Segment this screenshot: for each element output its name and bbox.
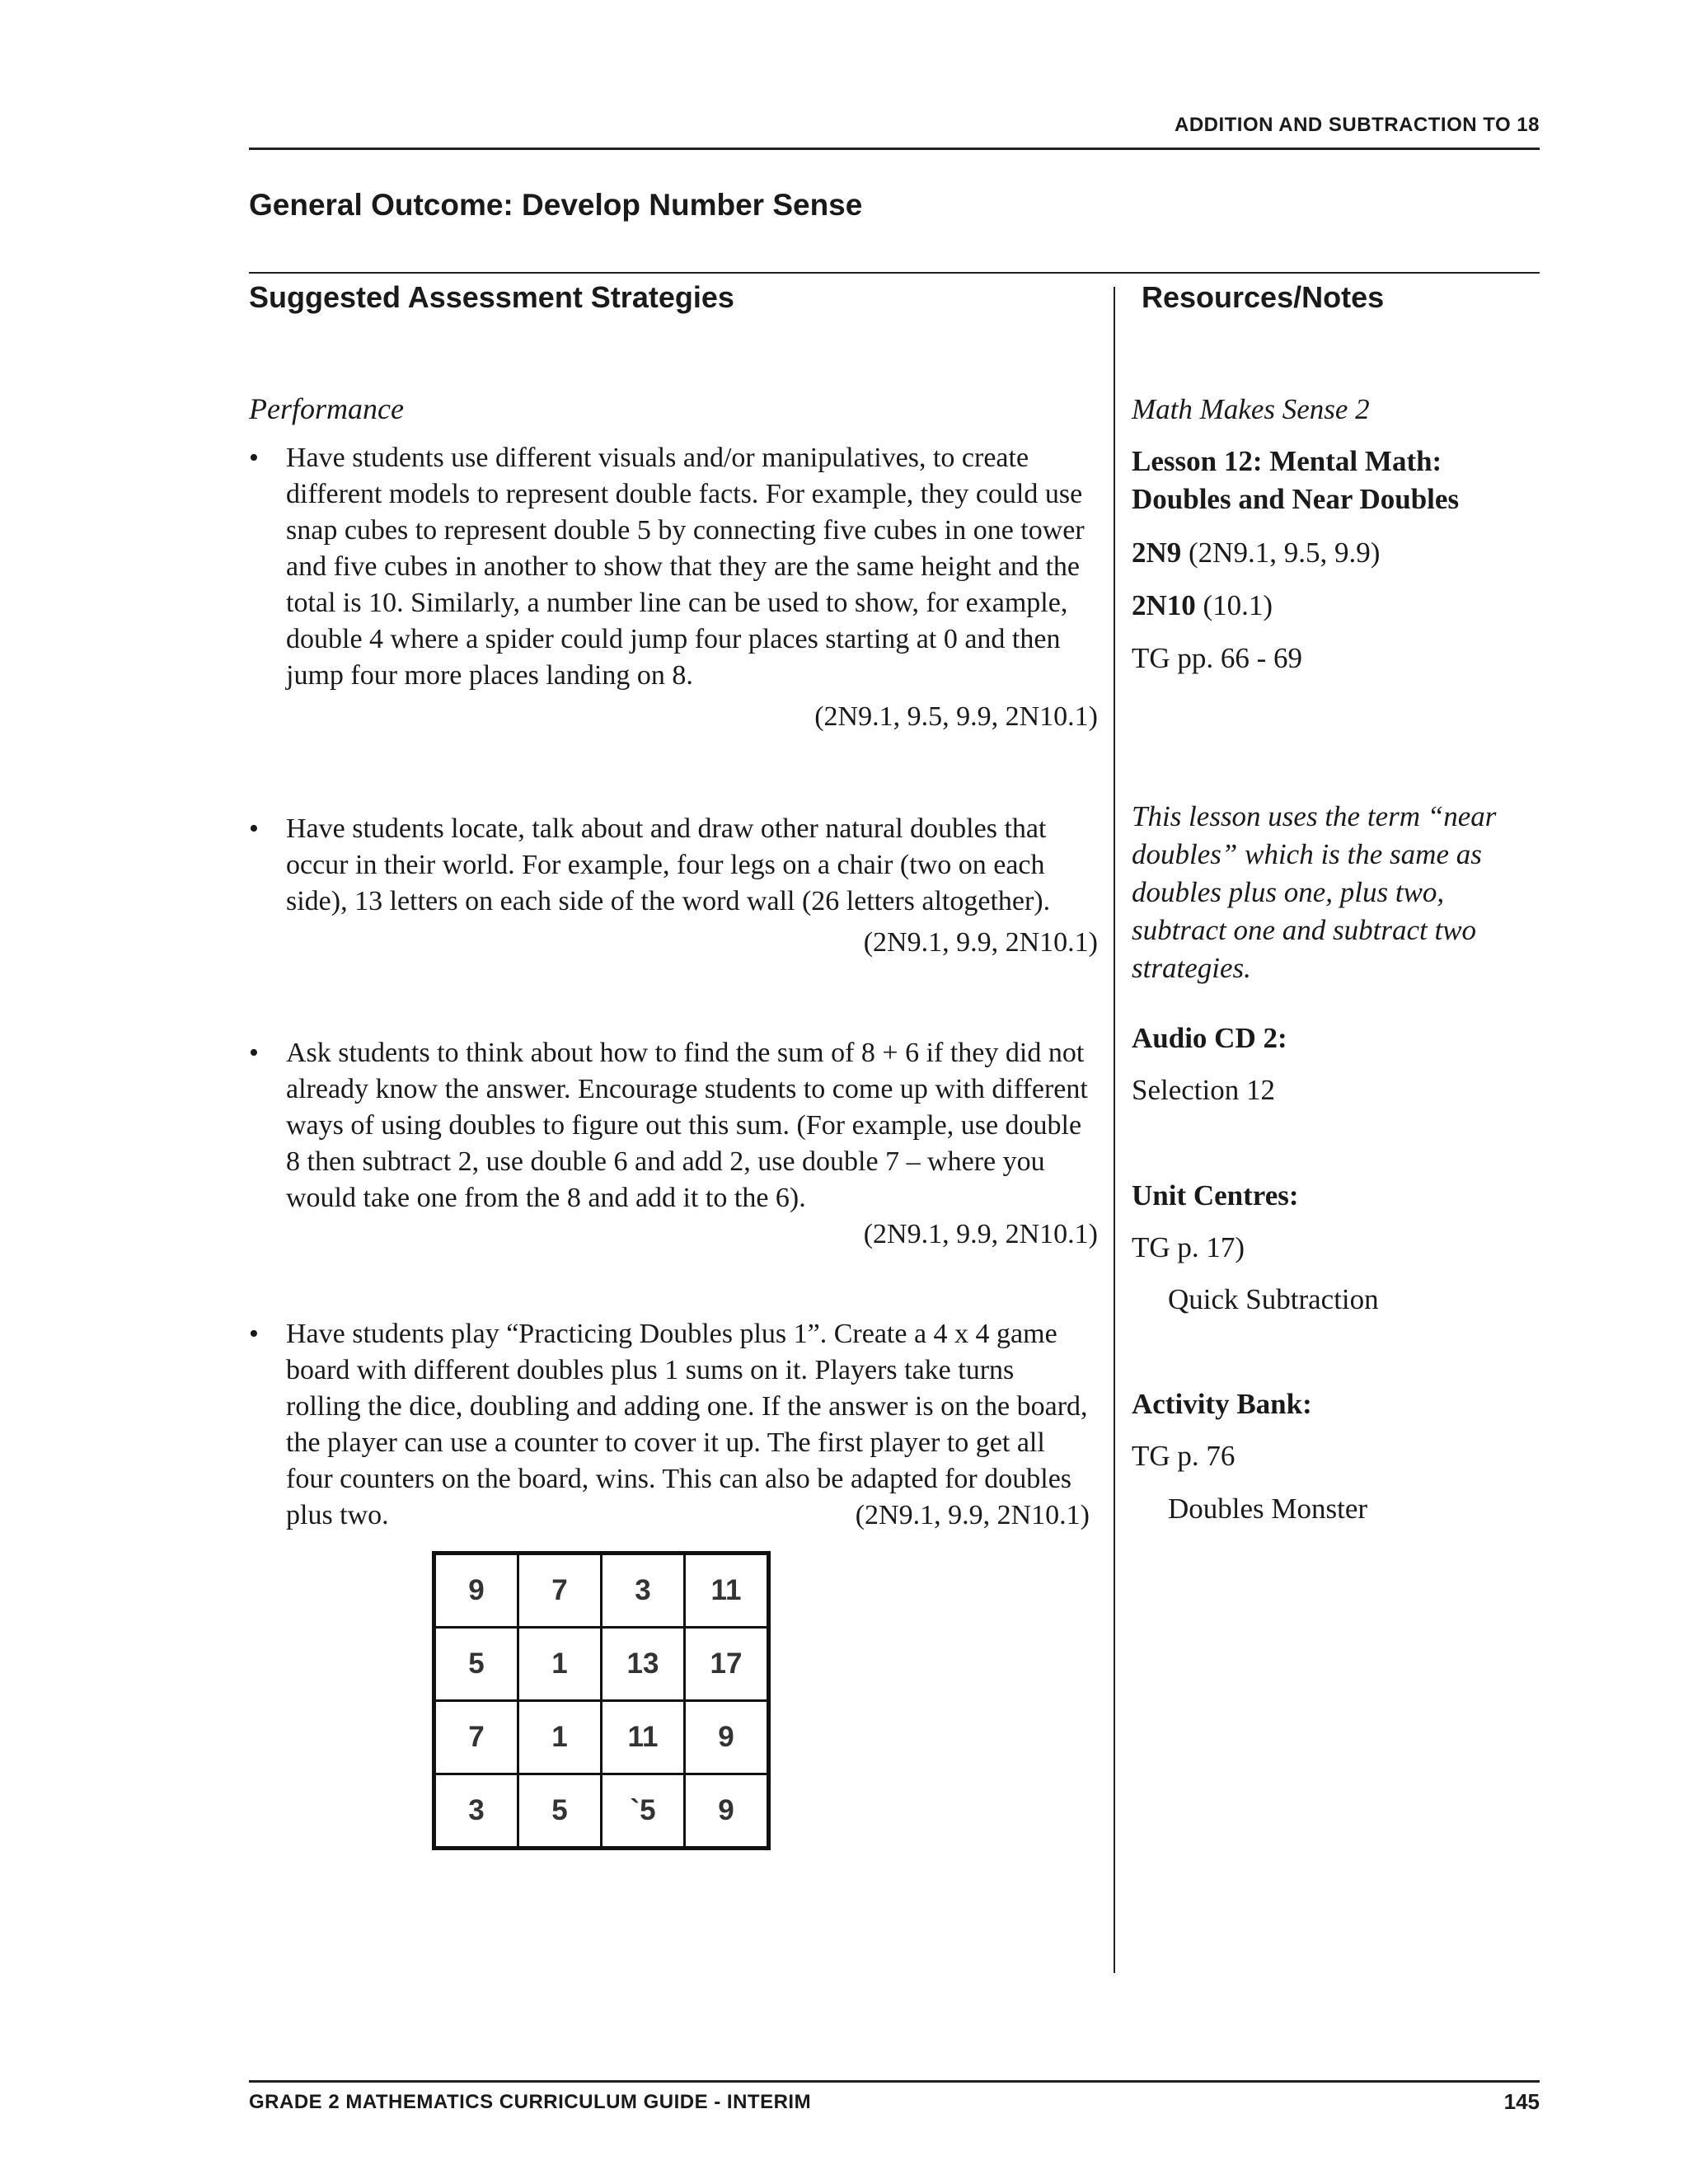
outcome-detail: (2N9.1, 9.5, 9.9) <box>1189 537 1381 569</box>
footer-rule <box>249 2080 1540 2083</box>
board-cell: 17 <box>685 1628 769 1701</box>
bullet-icon: • <box>249 1319 259 1349</box>
outcome-reference: (2N9.1, 9.9, 2N10.1) <box>863 927 1098 958</box>
board-cell: 5 <box>518 1774 602 1849</box>
column-divider <box>1114 287 1115 1973</box>
board-cell: `5 <box>602 1774 685 1849</box>
bullet-icon: • <box>249 443 259 473</box>
game-board <box>432 1551 771 1850</box>
bullet-item-2 <box>249 811 1098 961</box>
audio-heading-text: Audio CD 2: <box>1132 1022 1287 1054</box>
board-row <box>434 1774 769 1849</box>
outcome-2n9 <box>1132 534 1544 572</box>
lesson-title-text: Lesson 12: Mental Math: Doubles and Near Doubles <box>1132 445 1460 515</box>
outcome-reference: (2N9.1, 9.9, 2N10.1) <box>855 1500 1090 1530</box>
bullet-item-1 <box>249 440 1098 735</box>
unit-centres-item: Quick Subtraction <box>1168 1283 1379 1315</box>
board-cell: 5 <box>434 1628 518 1701</box>
bullet-icon: • <box>249 1038 259 1068</box>
board-cell: 7 <box>434 1701 518 1774</box>
book-title: Math Makes Sense 2 <box>1132 393 1370 425</box>
outcome-reference: (2N9.1, 9.5, 9.9, 2N10.1) <box>814 701 1098 732</box>
tg-pages: TG pp. 66 - 69 <box>1132 642 1303 674</box>
section-rule <box>249 272 1540 274</box>
audio-heading <box>1132 1019 1544 1057</box>
activity-bank-item: Doubles Monster <box>1168 1493 1368 1525</box>
bullet-text: Ask students to think about how to find the sum of 8 + 6 if they did not already know the answer. Encourage students to come up with different ways of using doubles to figure out this sum. (For example, use double 8 then subtract 2, use double 6 and add 2, use double 7 – where you would take one from the 8 and add it to the 6). <box>286 1038 1088 1213</box>
activity-bank-page: TG p. 76 <box>1132 1440 1236 1472</box>
footer-title: GRADE 2 MATHEMATICS CURRICULUM GUIDE - INTERIM <box>249 2091 812 2113</box>
resources-heading: Resources/Notes <box>1142 280 1385 314</box>
page-number: 145 <box>1503 2089 1540 2114</box>
board-cell: 9 <box>685 1774 769 1849</box>
audio-selection: Selection 12 <box>1132 1074 1275 1106</box>
board-cell: 13 <box>602 1628 685 1701</box>
outcome-detail: (10.1) <box>1203 589 1273 621</box>
bullet-text: Have students play “Practicing Doubles plus 1”. Create a 4 x 4 game board with different doubles plus 1 sums on it. Players take turns rolling the dice, doubling and adding one. If the answer is on the board, the player can use a counter to cover it up. The first player to get all four counters on the board, wins. This can also be adapted for doubles plus two. <box>286 1319 1088 1530</box>
bullet-text: Have students locate, talk about and draw other natural doubles that occur in their world. For example, four legs on a chair (two on each side), 13 letters on each side of the word wall (26 letters altogether). <box>286 813 1051 916</box>
activity-bank-heading-text: Activity Bank: <box>1132 1388 1312 1420</box>
unit-centres-heading <box>1132 1177 1544 1215</box>
bullet-icon: • <box>249 813 259 844</box>
near-doubles-note: This lesson uses the term “near doubles” which is the same as doubles plus one, plus two, subtract one and subtract two strategies. <box>1132 800 1497 984</box>
board-cell: 1 <box>518 1628 602 1701</box>
outcome-2n10 <box>1132 587 1544 625</box>
general-outcome: General Outcome: Develop Number Sense <box>249 188 863 222</box>
bullet-item-3 <box>249 1035 1098 1253</box>
board-cell: 11 <box>602 1701 685 1774</box>
board-row <box>434 1628 769 1701</box>
board-cell: 9 <box>434 1554 518 1628</box>
board-cell: 3 <box>434 1774 518 1849</box>
board-cell: 3 <box>602 1554 685 1628</box>
board-cell: 7 <box>518 1554 602 1628</box>
board-row <box>434 1554 769 1628</box>
board-row <box>434 1701 769 1774</box>
outcome-code: 2N9 <box>1132 537 1182 569</box>
activity-bank-heading <box>1132 1385 1544 1423</box>
assessment-heading: Suggested Assessment Strategies <box>249 280 734 314</box>
header-rule <box>249 148 1540 150</box>
unit-centres-heading-text: Unit Centres: <box>1132 1179 1299 1212</box>
lesson-title <box>1132 443 1494 518</box>
outcome-reference: (2N9.1, 9.9, 2N10.1) <box>863 1219 1098 1249</box>
bullet-text: Have students use different visuals and/or manipulatives, to create different models to represent double facts. For example, they could use snap cubes to represent double 5 by connecting five cubes in one tower and five cubes in another to show that they are the same height and the total is 10. Similarly, a number line can be used to show, for example, double 4 where a spider could jump four places starting at 0 and then jump four more places landing on 8. <box>286 443 1085 691</box>
outcome-code: 2N10 <box>1132 589 1196 621</box>
unit-centres-page: TG p. 17) <box>1132 1231 1245 1263</box>
board-cell: 9 <box>685 1701 769 1774</box>
board-cell: 1 <box>518 1701 602 1774</box>
running-head: ADDITION AND SUBTRACTION TO 18 <box>1174 114 1540 136</box>
performance-label: Performance <box>249 392 404 425</box>
board-cell: 11 <box>685 1554 769 1628</box>
